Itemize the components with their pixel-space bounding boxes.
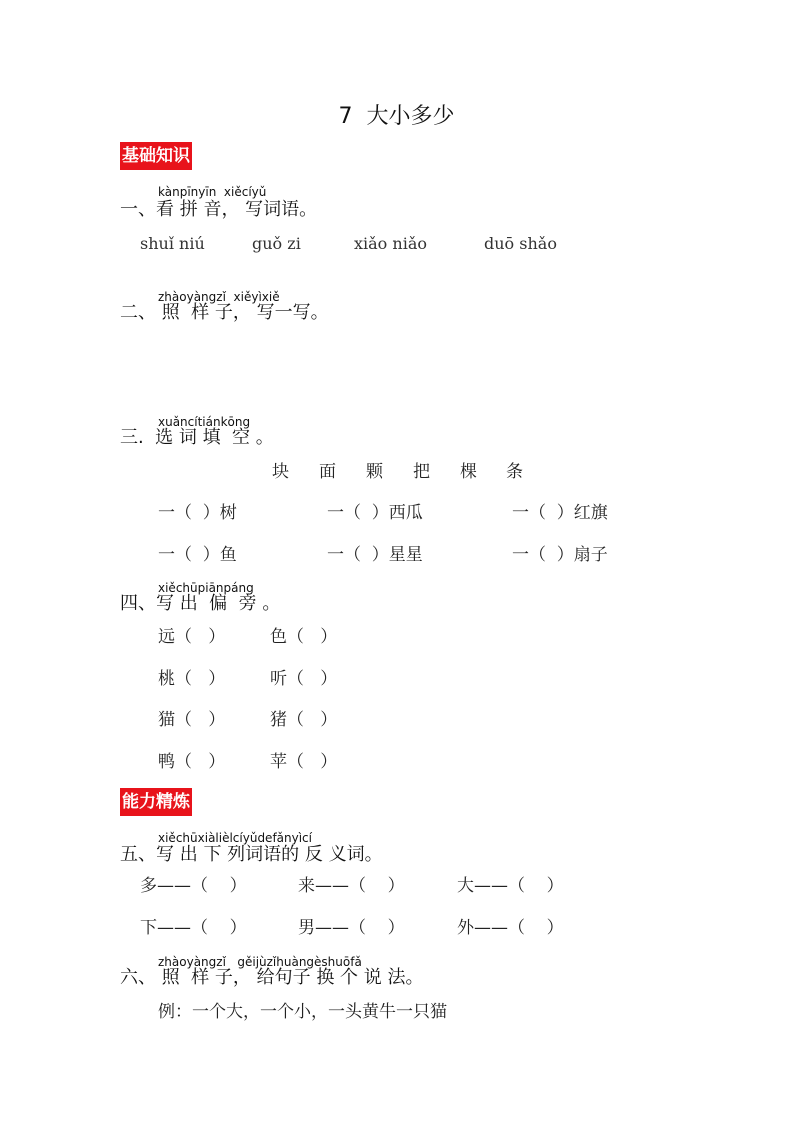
- q1-word: xiǎo niǎo: [354, 234, 427, 253]
- q4-item: 猪（ ）: [270, 710, 338, 730]
- q3-item: 一（ ）西瓜: [327, 503, 423, 523]
- q3-item: 一（ ）树: [158, 503, 237, 523]
- q3-option: 块: [272, 462, 289, 482]
- q5-item: 下——（ ）: [140, 918, 247, 938]
- q5-pinyin: xiěchūxiàlièlcíyǔdefǎnyìcí: [158, 831, 312, 845]
- q5-item: 男——（ ）: [298, 918, 405, 938]
- q4-item: 远（ ）: [158, 627, 226, 647]
- q1-heading: 一、看 拼 音， 写词语。: [120, 199, 318, 220]
- q5-item: 来——（ ）: [298, 876, 405, 896]
- q3-item: 一（ ）星星: [327, 545, 423, 565]
- q3-item: 一（ ）红旗: [512, 503, 608, 523]
- q4-pinyin: xiěchūpiānpáng: [158, 581, 254, 595]
- section-badge-basics: 基础知识: [120, 142, 192, 170]
- q3-option: 棵: [460, 462, 477, 482]
- section-badge-practice: 能力精炼: [120, 788, 192, 816]
- q4-item: 鸭（ ）: [158, 752, 226, 772]
- q4-item: 桃（ ）: [158, 669, 226, 689]
- q4-item: 听（ ）: [270, 669, 338, 689]
- q4-heading: 四、写 出 偏 旁 。: [120, 593, 281, 614]
- q4-item: 色（ ）: [270, 627, 338, 647]
- q5-item: 多——（ ）: [140, 876, 247, 896]
- q4-item: 猫（ ）: [158, 710, 226, 730]
- q5-item: 外——（ ）: [457, 918, 564, 938]
- q5-item: 大——（ ）: [457, 876, 564, 896]
- page-title: 7 大小多少: [338, 104, 455, 129]
- q3-pinyin: xuǎncítiánkōng: [158, 415, 251, 429]
- q6-example: 例：一个大，一个小，一头黄牛一只猫: [158, 1002, 447, 1022]
- q3-option: 颗: [366, 462, 383, 482]
- q5-heading: 五、写 出 下 列词语的 反 义词。: [120, 844, 383, 865]
- q6-heading: 六、 照 样 子， 给句子 换 个 说 法。: [120, 967, 424, 988]
- q3-item: 一（ ）扇子: [512, 545, 608, 565]
- q2-pinyin: zhàoyàngzǐ xiěyìxiě: [158, 290, 280, 304]
- q3-option: 面: [319, 462, 336, 482]
- q3-item: 一（ ）鱼: [158, 545, 237, 565]
- q3-option: 条: [506, 462, 523, 482]
- q1-pinyin: kànpīnyīn xiěcíyǔ: [158, 185, 267, 199]
- q3-heading: 三. 选 词 填 空 。: [120, 427, 274, 448]
- q2-heading: 二、 照 样 子， 写一写。: [120, 302, 329, 323]
- q6-pinyin: zhàoyàngzǐ gěijùzǐhuàngèshuōfǎ: [158, 955, 362, 969]
- q1-word: shuǐ niú: [140, 234, 205, 253]
- q3-option: 把: [413, 462, 430, 482]
- q1-word: duō shǎo: [484, 234, 557, 253]
- q4-item: 苹（ ）: [270, 752, 338, 772]
- q1-word: guǒ zi: [252, 234, 301, 253]
